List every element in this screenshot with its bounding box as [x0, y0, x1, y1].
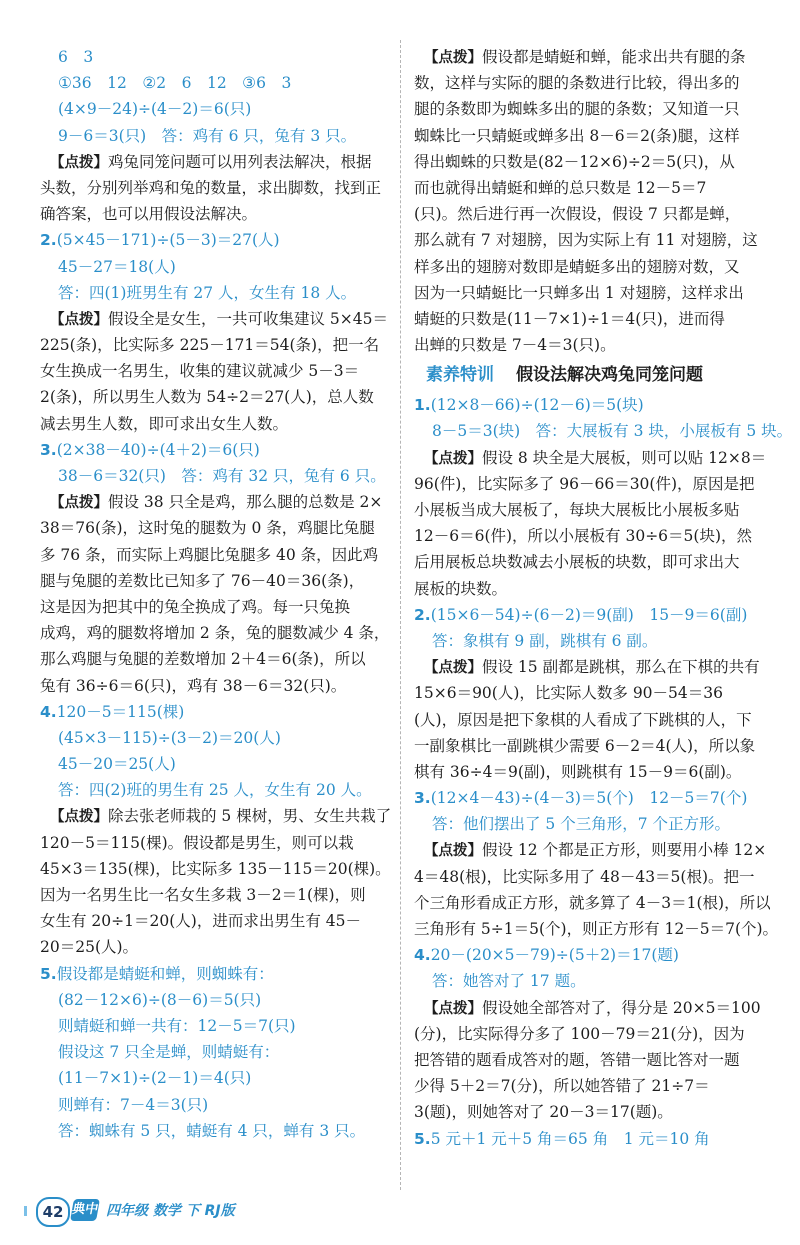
question-number: 2.: [40, 231, 57, 250]
hint-line: 【点拨】假设 38 只全是鸡，那么腿的总数是 2×: [50, 493, 383, 512]
hint-line: 成鸡，鸡的腿数将增加 2 条，兔的腿数减少 4 条，: [40, 624, 390, 643]
hint-line: 蜘蛛比一只蜻蜓或蝉多出 8－6＝2(条)腿，这样: [414, 126, 740, 145]
answer-line: 假设这 7 只全是蝉，则蜻蜓有：: [58, 1043, 280, 1062]
hint-line: 三角形有 5÷1＝5(个)，则正方形有 12－5＝7(个)。: [414, 920, 779, 938]
hint-line: 【点拨】假设全是女生，一共可收集建议 5×45＝: [50, 309, 389, 328]
question-number: 2.: [414, 605, 431, 624]
hint-line: 120－5＝115(棵)。假设都是男生，则可以栽: [40, 833, 354, 852]
answer-line: 45－20＝25(人): [58, 755, 176, 774]
answer-line: 答：象棋有 9 副，跳棋有 6 副。: [432, 631, 658, 650]
hint-line: 得出蜘蛛的只数是(82－12×6)÷2＝5(只)，从: [414, 152, 735, 171]
question-3-line: 3.(12×4－43)÷(4－3)＝5(个) 12－5＝7(个): [414, 789, 748, 808]
answer-line: 则蝉有：7－4＝3(只): [58, 1095, 209, 1114]
hint-line: (人)，原因是把下象棋的人看成了下跳棋的人，下: [414, 710, 752, 729]
section-heading: [414, 360, 770, 390]
left-column: [40, 44, 392, 1144]
hint-line: 4＝48(根)，比实际多用了 48－43＝5(根)。把一: [414, 867, 755, 886]
hint-tag: 【点拨】: [50, 809, 108, 826]
hint-line: 而也就得出蜻蜓和蝉的总只数是 12－5＝7: [414, 178, 707, 197]
question-3-line: 3.(2×38－40)÷(4＋2)＝6(只): [40, 440, 260, 459]
question-number: 1.: [414, 396, 431, 415]
hint-tag: 【点拨】: [424, 660, 482, 677]
hint-line: 【点拨】鸡兔同笼问题可以用列表法解决，根据: [50, 152, 372, 171]
question-number: 5.: [414, 1129, 431, 1148]
hint-tag: 【点拨】: [424, 50, 482, 66]
answer-line: 8－5＝3(块) 答：大展板有 3 块，小展板有 5 块。: [432, 422, 793, 441]
answer-line: 6 3: [58, 48, 94, 66]
hint-tag: 【点拨】: [50, 154, 108, 171]
answer-line: 答：蜘蛛有 5 只，蜻蜓有 4 只，蝉有 3 只。: [58, 1121, 366, 1140]
hint-line: 女生有 20÷1＝20(人)，进而求出男生有 45－: [40, 912, 361, 931]
hint-tag: 【点拨】: [424, 450, 482, 467]
page-footer: [24, 1197, 384, 1225]
answer-line: 45－27＝18(人): [58, 257, 176, 276]
question-number: 4.: [40, 702, 57, 721]
hint-line: 【点拨】假设都是蜻蜓和蝉，能求出共有腿的条: [424, 48, 746, 66]
question-number: 3.: [414, 789, 431, 808]
hint-line: 3(题)，则她答对了 20－3＝17(题)。: [414, 1103, 673, 1122]
answer-line: 答：四(2)班的男生有 25 人，女生有 20 人。: [58, 781, 372, 800]
question-number: 3.: [40, 440, 57, 459]
hint-line: 后用展板总块数减去小展板的块数，即可求出大: [414, 553, 740, 572]
hint-line: 把答错的题看成答对的题，答错一题比答对一题: [414, 1050, 740, 1069]
hint-line: 那么就有 7 对翅膀，因为实际上有 11 对翅膀，这: [414, 231, 758, 250]
answer-line: 则蜻蜓和蝉一共有：12－5＝7(只): [58, 1016, 296, 1035]
question-4-line: 4.120－5＝115(棵): [40, 702, 185, 721]
hint-tag: 【点拨】: [50, 311, 108, 328]
question-2-line: 2.(5×45－171)÷(5－3)＝27(人): [40, 231, 280, 250]
hint-tag: 【点拨】: [424, 843, 482, 860]
hint-line: 头数，分别列举鸡和兔的数量，求出脚数，找到正: [40, 178, 382, 197]
hint-line: 兔有 36÷6＝6(只)，鸡有 38－6＝32(只)。: [40, 676, 347, 695]
hint-line: 腿与兔腿的差数比已知多了 76－40＝36(条)，: [40, 571, 365, 590]
question-1-line: 1.(12×8－66)÷(12－6)＝5(块): [414, 396, 644, 415]
hint-line: 女生换成一名男生，收集的建议就减少 5－3＝: [40, 362, 360, 381]
answer-line: 38－6＝32(只) 答：鸡有 32 只，兔有 6 只。: [58, 467, 386, 485]
answer-line: 9－6＝3(只) 答：鸡有 6 只，兔有 3 只。: [58, 126, 357, 145]
hint-tag: 【点拨】: [50, 495, 108, 512]
hint-line: 15×6＝90(人)，比实际人数多 90－54＝36: [414, 684, 723, 703]
hint-line: 【点拨】假设 12 个都是正方形，则要用小棒 12×: [424, 841, 767, 860]
hint-line: 展板的块数。: [414, 579, 508, 598]
hint-line: 这是因为把其中的兔全换成了鸡。每一只兔换: [40, 597, 351, 616]
right-column: [414, 44, 793, 1152]
hint-line: 38＝76(条)，这时兔的腿数为 0 条，鸡腿比兔腿: [40, 519, 375, 538]
hint-line: 225(条)，比实际多 225－171＝54(条)，把一名: [40, 336, 380, 355]
answer-line: (45×3－115)÷(3－2)＝20(人): [58, 728, 281, 747]
book-label: 四年级 数学 下 RJ版: [106, 1203, 235, 1219]
question-5-line: 5.假设都是蜻蜓和蝉，则蜘蛛有：: [40, 964, 274, 983]
hint-line: 棋有 36÷4＝9(副)，则跳棋有 15－9＝6(副)。: [414, 762, 742, 781]
column-divider: [400, 40, 401, 1190]
hint-line: (只)。然后进行再一次假设，假设 7 只都是蝉，: [414, 205, 741, 224]
hint-line: 出蝉的只数是 7－4＝3(只)。: [414, 336, 616, 355]
section-tag: 素养特训: [426, 365, 494, 386]
brand-logo-icon: 典中: [70, 1199, 100, 1221]
hint-tag: 【点拨】: [424, 1000, 482, 1017]
hint-line: 样多出的翅膀对数即是蜻蜓多出的翅膀对数，又: [414, 257, 740, 276]
question-2-line: 2.(15×6－54)÷(6－2)＝9(副) 15－9＝6(副): [414, 605, 748, 624]
section-title: 假设法解决鸡兔同笼问题: [516, 365, 703, 386]
hint-line: 2(条)，所以男生人数为 54÷2＝27(人)，总人数: [40, 388, 374, 407]
hint-line: 蜻蜓的只数是(11－7×1)÷1＝4(只)，进而得: [414, 309, 725, 328]
question-number: 5.: [40, 964, 57, 983]
hint-line: (分)，比实际得分多了 100－79＝21(分)，因为: [414, 1024, 745, 1043]
hint-line: 【点拨】假设 15 副都是跳棋，那么在下棋的共有: [424, 658, 760, 677]
hint-line: 因为一只蜻蜓比一只蝉多出 1 对翅膀，这样求出: [414, 283, 744, 302]
hint-line: 96(件)，比实际多了 96－66＝30(件)，原因是把: [414, 474, 755, 493]
hint-line: 那么鸡腿与兔腿的差数增加 2＋4＝6(条)，所以: [40, 650, 366, 669]
hint-line: 减去男生人数，即可求出女生人数。: [40, 414, 289, 433]
hint-line: 【点拨】除去张老师栽的 5 棵树，男、女生共栽了: [50, 807, 392, 826]
answer-line: 答：他们摆出了 5 个三角形，7 个正方形。: [432, 815, 731, 834]
hint-line: 【点拨】假设她全部答对了，得分是 20×5＝100: [424, 998, 761, 1017]
answer-line: ①36 12 ②2 6 12 ③6 3: [58, 74, 292, 93]
hint-line: 一副象棋比一副跳棋少需要 6－2＝4(人)，所以象: [414, 736, 756, 755]
hint-line: 腿的条数即为蜘蛛多出的腿的条数；又知道一只: [414, 100, 740, 119]
answer-line: 答：四(1)班男生有 27 人，女生有 18 人。: [58, 283, 357, 302]
hint-line: 45×3＝135(棵)，比实际多 135－115＝20(棵)。: [40, 859, 391, 878]
hint-line: 多 76 条，而实际上鸡腿比兔腿多 40 条，因此鸡: [40, 545, 379, 564]
answer-line: (4×9－24)÷(4－2)＝6(只): [58, 100, 252, 119]
hint-line: 12－6＝6(件)，所以小展板有 30÷6＝5(块)，然: [414, 527, 752, 546]
question-number: 4.: [414, 946, 431, 965]
hint-line: 个三角形看成正方形，就多算了 4－3＝1(根)，所以: [414, 893, 771, 912]
hint-line: 小展板当成大展板了，每块大展板比小展板多贴: [414, 501, 740, 519]
hint-line: 因为一名男生比一名女生多栽 3－2＝1(棵)，则: [40, 886, 366, 904]
answer-line: (82－12×6)÷(8－6)＝5(只): [58, 990, 262, 1009]
question-4-line: 4.20－(20×5－79)÷(5＋2)＝17(题): [414, 946, 679, 965]
question-5-line: 5.5 元＋1 元＋5 角＝65 角 1 元＝10 角: [414, 1129, 710, 1148]
hint-line: 少得 5＋2＝7(分)，所以她答错了 21÷7＝: [414, 1077, 710, 1096]
hint-line: 20＝25(人)。: [40, 938, 139, 957]
hint-line: 【点拨】假设 8 块全是大展板，则可以贴 12×8＝: [424, 448, 767, 467]
hint-line: 数，这样与实际的腿的条数进行比较，得出多的: [414, 74, 740, 93]
answer-line: 答：她答对了 17 题。: [432, 972, 586, 991]
hint-line: 确答案，也可以用假设法解决。: [40, 205, 258, 224]
answer-line: (11－7×1)÷(2－1)＝4(只): [58, 1069, 252, 1088]
page-number: 42: [36, 1197, 70, 1227]
